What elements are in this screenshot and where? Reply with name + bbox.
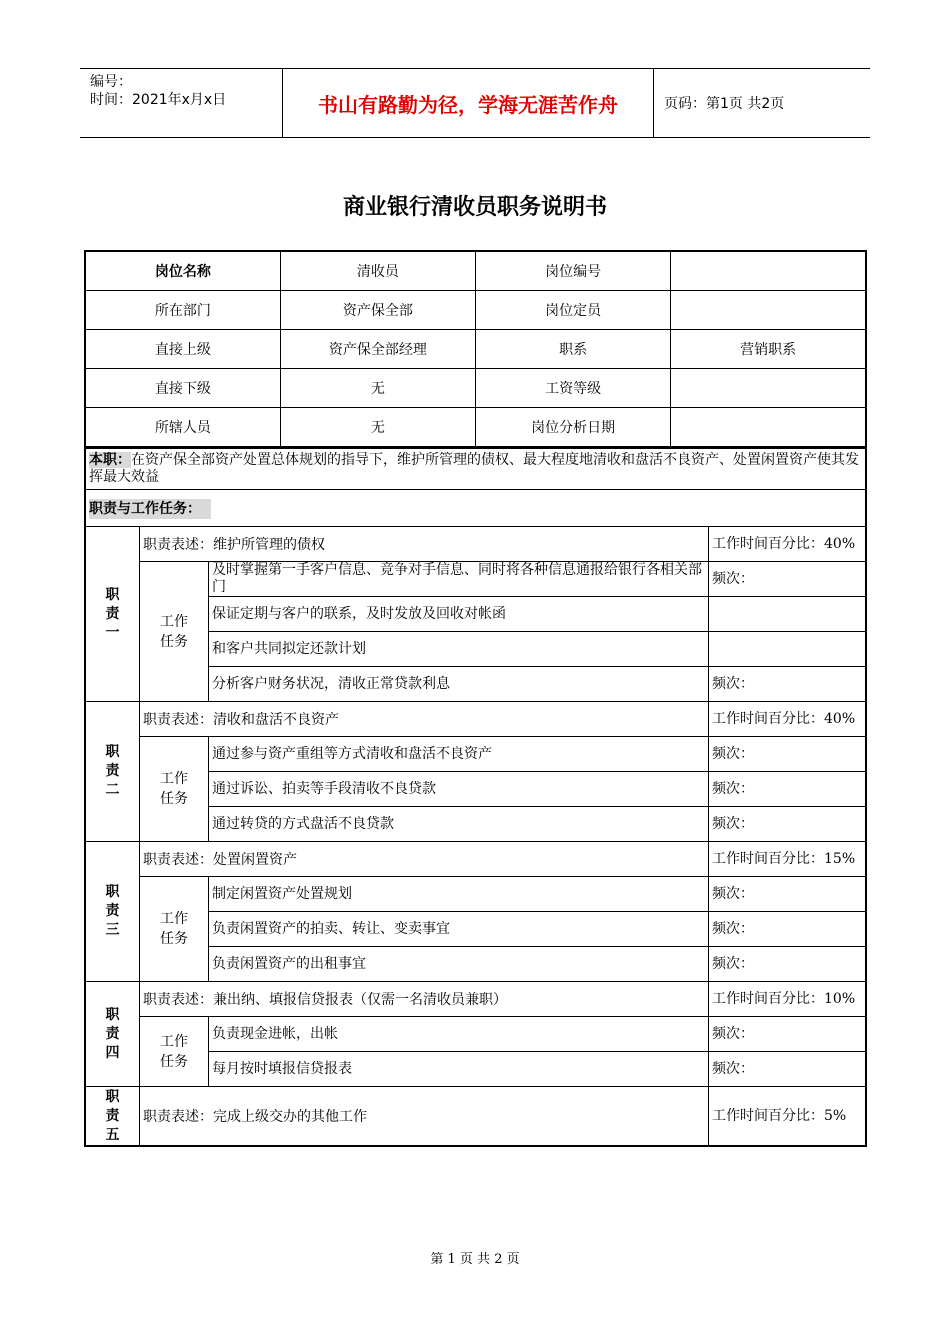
duties-table xyxy=(84,447,867,1147)
task-text: 通过转贷的方式盘活不良贷款 xyxy=(209,807,709,842)
info-row xyxy=(85,251,866,291)
task-frequency: 频次： xyxy=(709,947,867,982)
header-page-label: 页码：第1页 共2页 xyxy=(664,96,785,112)
task-row xyxy=(85,1017,866,1052)
task-row xyxy=(85,562,866,597)
task-text: 保证定期与客户的联系，及时发放及回收对帐函 xyxy=(209,597,709,632)
task-frequency: 频次： xyxy=(709,667,867,702)
benzhi-label: 本职： xyxy=(89,452,131,468)
info-label-cell: 所在部门 xyxy=(85,291,280,330)
duty-description: 职责表述：完成上级交办的其他工作 xyxy=(140,1087,709,1147)
task-text: 每月按时填报信贷报表 xyxy=(209,1052,709,1087)
duty-description: 职责表述：兼出纳、填报信贷报表（仅需一名清收员兼职） xyxy=(140,982,709,1017)
task-group-label: 工作 任务 xyxy=(140,877,209,982)
task-row xyxy=(85,737,866,772)
info-value-cell: 资产保全部 xyxy=(280,291,475,330)
info-label-cell: 直接上级 xyxy=(85,330,280,369)
duty-label: 职 责 一 xyxy=(85,527,140,702)
duty-time-percentage: 工作时间百分比：10% xyxy=(709,982,867,1017)
info-row xyxy=(85,291,866,330)
document-title: 商业银行清收员职务说明书 xyxy=(342,195,607,220)
page-header xyxy=(80,68,870,138)
info-value-cell: 资产保全部经理 xyxy=(280,330,475,369)
time-label: 时间：2021年x月x日 xyxy=(90,92,227,108)
info-label-cell: 岗位定员 xyxy=(476,291,671,330)
benzhi-row xyxy=(85,448,866,490)
task-group-label: 工作 任务 xyxy=(140,737,209,842)
task-frequency xyxy=(709,632,867,667)
task-frequency: 频次： xyxy=(709,1017,867,1052)
duty-label: 职 责 二 xyxy=(85,702,140,842)
benzhi-text: 在资产保全部资产处置总体规划的指导下，维护所管理的债权、最大程度地清收和盘活不良资产、处置闲置资产使其发挥最大效益 xyxy=(89,452,859,485)
position-info-table xyxy=(84,250,867,448)
number-label: 编号： xyxy=(90,74,132,90)
duty-desc-row xyxy=(85,982,866,1017)
task-frequency: 频次： xyxy=(709,737,867,772)
task-text: 及时掌握第一手客户信息、竞争对手信息、同时将各种信息通报给银行各相关部门 xyxy=(209,562,709,597)
task-text: 通过诉讼、拍卖等手段清收不良贷款 xyxy=(209,772,709,807)
duty-label: 职 责 三 xyxy=(85,842,140,982)
info-row xyxy=(85,408,866,448)
duty-time-percentage: 工作时间百分比：5% xyxy=(709,1087,867,1147)
duties-header xyxy=(85,490,866,527)
duty-desc-row xyxy=(85,1087,866,1147)
info-row xyxy=(85,330,866,369)
task-frequency: 频次： xyxy=(709,807,867,842)
info-value-cell: 无 xyxy=(280,408,475,448)
duty-description: 职责表述：处置闲置资产 xyxy=(140,842,709,877)
info-value-cell: 清收员 xyxy=(280,251,475,291)
info-value-cell: 营销职系 xyxy=(671,330,866,369)
info-label-cell: 岗位名称 xyxy=(85,251,280,291)
duty-label: 职 责 四 xyxy=(85,982,140,1087)
page-footer: 第 1 页 共 2 页 xyxy=(430,1252,520,1267)
duty-time-percentage: 工作时间百分比：40% xyxy=(709,702,867,737)
duty-label: 职 责 五 xyxy=(85,1087,140,1147)
info-value-cell xyxy=(671,251,866,291)
task-group-label: 工作 任务 xyxy=(140,1017,209,1087)
task-frequency: 频次： xyxy=(709,562,867,597)
task-text: 负责现金进帐，出帐 xyxy=(209,1017,709,1052)
task-frequency xyxy=(709,597,867,632)
info-label-cell: 所辖人员 xyxy=(85,408,280,448)
duty-desc-row xyxy=(85,702,866,737)
info-value-cell xyxy=(671,369,866,408)
duty-desc-row xyxy=(85,527,866,562)
task-text: 负责闲置资产的出租事宜 xyxy=(209,947,709,982)
task-text: 通过参与资产重组等方式清收和盘活不良资产 xyxy=(209,737,709,772)
task-text: 负责闲置资产的拍卖、转让、变卖事宜 xyxy=(209,912,709,947)
info-label-cell: 岗位分析日期 xyxy=(476,408,671,448)
task-frequency: 频次： xyxy=(709,877,867,912)
header-meta xyxy=(80,69,283,137)
task-group-label: 工作 任务 xyxy=(140,562,209,702)
duty-desc-row xyxy=(85,842,866,877)
duty-time-percentage: 工作时间百分比：15% xyxy=(709,842,867,877)
info-label-cell: 职系 xyxy=(476,330,671,369)
info-value-cell: 无 xyxy=(280,369,475,408)
task-text: 分析客户财务状况，清收正常贷款利息 xyxy=(209,667,709,702)
duty-description: 职责表述：维护所管理的债权 xyxy=(140,527,709,562)
task-text: 制定闲置资产处置规划 xyxy=(209,877,709,912)
task-frequency: 频次： xyxy=(709,912,867,947)
info-row xyxy=(85,369,866,408)
task-frequency: 频次： xyxy=(709,772,867,807)
duties-header-label: 职责与工作任务： xyxy=(89,499,211,519)
duty-time-percentage: 工作时间百分比：40% xyxy=(709,527,867,562)
header-slogan: 书山有路勤为径，学海无涯苦作舟 xyxy=(283,69,654,137)
info-label-cell: 工资等级 xyxy=(476,369,671,408)
task-text: 和客户共同拟定还款计划 xyxy=(209,632,709,667)
task-frequency: 频次： xyxy=(709,1052,867,1087)
info-value-cell xyxy=(671,408,866,448)
info-value-cell xyxy=(671,291,866,330)
info-label-cell: 岗位编号 xyxy=(476,251,671,291)
task-row xyxy=(85,877,866,912)
info-label-cell: 直接下级 xyxy=(85,369,280,408)
duty-description: 职责表述：清收和盘活不良资产 xyxy=(140,702,709,737)
